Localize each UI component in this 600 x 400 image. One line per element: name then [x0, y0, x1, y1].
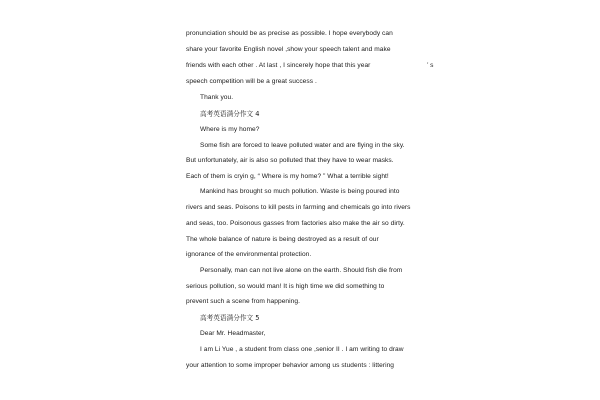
text-line: speech competition will be a great success . [186, 78, 317, 85]
text-line: share your favorite English novel ,show your speech talent and make [186, 46, 391, 53]
text-line: I am Li Yue , a student from class one ,senior II . I am writing to draw [200, 346, 404, 353]
letter-salutation: Dear Mr. Headmaster, [200, 330, 266, 337]
text-line: Mankind has brought so much pollution. Waste is being poured into [200, 188, 400, 195]
text-line: Each of them is cryin g, “ Where is my home? ” What a terrible sight! [186, 173, 389, 180]
text-line: friends with each other . At last , I sincerely hope that this year [186, 62, 371, 69]
essay-heading: 高考英语满分作文 5 [200, 314, 260, 322]
closing-text: Thank you. [200, 94, 234, 101]
text-line: pronunciation should be as precise as possible. I hope everybody can [186, 30, 393, 37]
text-line: ignorance of the environmental protection. [186, 251, 312, 258]
text-line: prevent such a scene from happening. [186, 298, 300, 305]
essay-title: Where is my home? [200, 126, 260, 133]
text-fragment: ’ s [427, 62, 434, 69]
text-line: The whole balance of nature is being destroyed as a result of our [186, 236, 379, 243]
text-line: Personally, man can not live alone on the earth. Should fish die from [200, 267, 403, 274]
essay-heading: 高考英语满分作文 4 [200, 110, 260, 118]
text-line: But unfortunately, air is also so polluted that they have to wear masks. [186, 157, 394, 164]
text-line: your attention to some improper behavior among us students : littering [186, 362, 395, 369]
text-line: serious pollution, so would man! It is high time we did something to [186, 283, 385, 290]
text-line: rivers and seas. Poisons to kill pests in farming and chemicals go into rivers [186, 204, 411, 211]
text-line: and seas, too. Poisonous gasses from factories also make the air so dirty. [186, 220, 405, 227]
text-line: Some fish are forced to leave polluted water and are flying in the sky. [200, 142, 405, 149]
